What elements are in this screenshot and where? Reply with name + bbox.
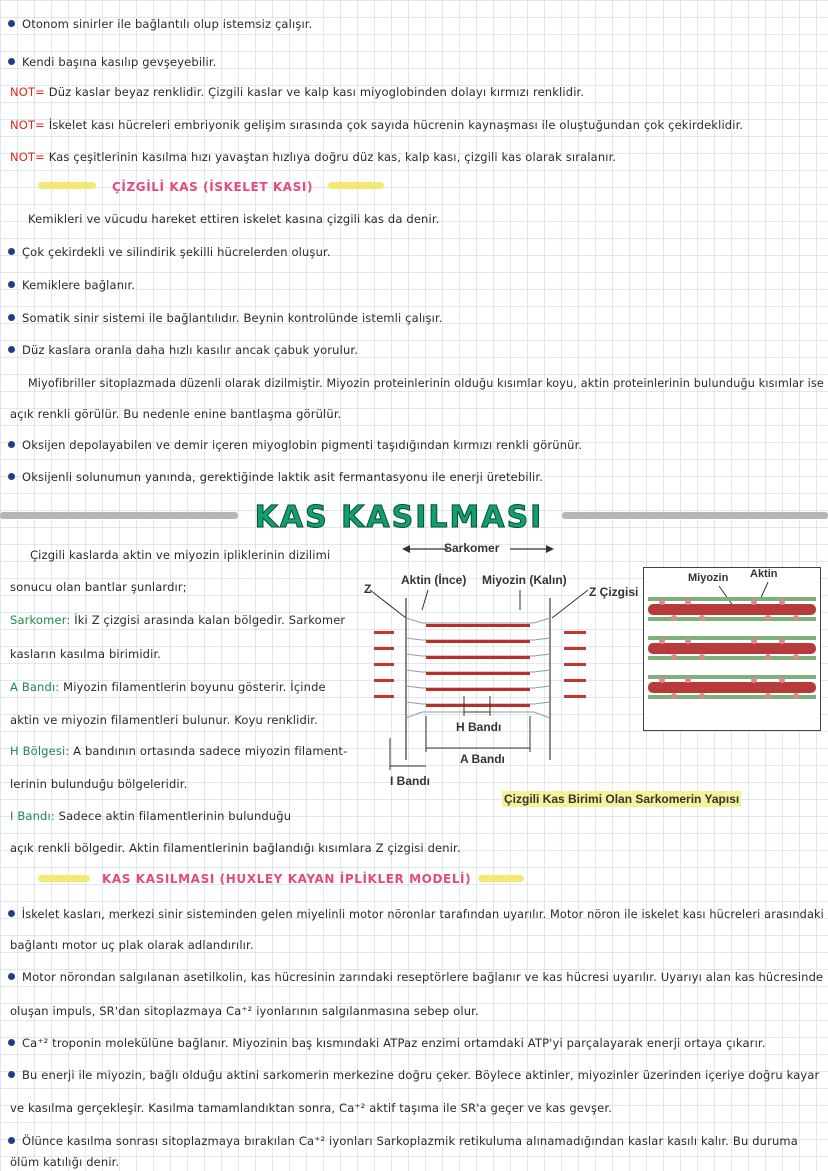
section1-paragraph-line1: Miyofibriller sitoplazmada düzenli olarak dizilmiştir. Miyozin proteinlerinin olduğu kısımlar koyu, aktin proteinlerinin bulunduğu kısımlar ise <box>28 376 824 390</box>
term-text: Miyozin filamentlerin boyunu gösterir. İçinde <box>59 680 326 694</box>
title-rule-right <box>562 512 828 519</box>
arrowhead-right-icon <box>546 545 554 553</box>
sarkomer-label: Sarkomer <box>444 541 500 555</box>
actin-filaments <box>406 618 550 718</box>
a-bandi-label: A Bandı <box>460 752 505 766</box>
intro-text-2: Kendi başına kasılıp gevşeyebilir. <box>22 55 217 69</box>
huxley-bullet-4-line2: ve kasılma gerçekleşir. Kasılma tamamlandıktan sonra, Ca⁺² aktif taşıma ile SR'a geçer ve kas gevşer. <box>10 1101 612 1115</box>
aktin-pointer <box>422 590 428 610</box>
highlight-swash-left <box>38 182 96 189</box>
bullet-text: İskelet kasları, merkezi sinir sisteminden gelen miyelinli motor nöronlar tarafından uyarılır. Motor nöron ile iskelet kası hücreleri arasındaki <box>21 907 824 921</box>
filament-inset-drawing <box>644 568 819 729</box>
note-3 <box>10 150 616 164</box>
bullet-text: Ölünce kasılma sonrası sitoplazmaya bırakılan Ca⁺² iyonları Sarkoplazmik retikuluma alınamadığından kaslar kasılı kalır. Bu duruma <box>22 1134 798 1148</box>
bullet-text: Oksijenli solunumun yanında, gerektiğinde laktik asit fermantasyonu ile enerji üretebilir. <box>22 470 544 484</box>
bullet-text: Ca⁺² troponin molekülüne bağlanır. Miyozinin baş kısmındaki ATPaz enzimi ortamdaki ATP'yi parçalayarak enerji ortaya çıkarır. <box>22 1036 766 1050</box>
adjacent-myosin-left <box>374 631 394 698</box>
section1-paragraph-line2: açık renkli görülür. Bu nedenle enine bantlaşma görülür. <box>10 407 342 421</box>
term-label: H Bölgesi: <box>10 744 70 758</box>
h-zone-definition <box>10 744 347 758</box>
huxley-bullet-3 <box>10 1036 766 1050</box>
sarkomer-definition <box>10 613 345 627</box>
a-band-definition <box>10 680 326 694</box>
bands-intro-line2: sonucu olan bantlar şunlardır; <box>10 580 187 594</box>
highlight-swash-right <box>328 182 384 189</box>
inset-aktin-label: Aktin <box>750 568 778 580</box>
term-text: Sadece aktin filamentlerinin bulunduğu <box>54 809 292 823</box>
z-cizgisi-label: Z Çizgisi <box>589 585 639 599</box>
term-label: I Bandı: <box>10 809 55 823</box>
bullet-text: Çok çekirdekli ve silindirik şekilli hücrelerden oluşur. <box>22 245 331 259</box>
bands-intro-line1: Çizgili kaslarda aktin ve miyozin ipliklerinin dizilimi <box>30 548 331 562</box>
i-bandi-label: I Bandı <box>390 774 431 788</box>
h-zone-definition-line2: lerinin bulunduğu bölgeleridir. <box>10 777 188 791</box>
huxley-bullet-5-line2: ölüm katılığı denir. <box>10 1155 120 1169</box>
h-bandi-label: H Bandı <box>456 720 502 734</box>
filament-inset <box>643 567 821 731</box>
intro-text-1: Otonom sinirler ile bağlantılı olup istemsiz çalışır. <box>22 17 313 31</box>
note-label: NOT= <box>10 150 45 164</box>
i-band-definition-line2: açık renkli bölgedir. Aktin filamentlerinin bağlandığı kısımlara Z çizgisi denir. <box>10 841 461 855</box>
note-label: NOT= <box>10 85 45 99</box>
huxley-bullet-2-line2: oluşan impuls, SR'dan sitoplazmaya Ca⁺² iyonlarının salgılanmasına sebep olur. <box>10 1004 479 1018</box>
bullet-text: Oksijen depolayabilen ve demir içeren miyoglobin pigmenti taşıdığından kırmızı renkli görünür. <box>22 438 583 452</box>
section1-bullet <box>10 245 331 259</box>
section1-bullet <box>10 343 358 357</box>
miyozin-kalin-label: Miyozin (Kalın) <box>482 573 567 587</box>
section1-bullet <box>10 438 582 452</box>
section1-bullet <box>10 470 543 484</box>
z-label: Z <box>364 582 372 596</box>
note-text: Kas çeşitlerinin kasılma hızı yavaştan hızlıya doğru düz kas, kalp kası, çizgili kas olarak sıralanır. <box>44 150 617 164</box>
section1-bullet <box>10 278 135 292</box>
note-text: İskelet kası hücreleri embriyonik gelişim sırasında çok sayıda hücrenin kaynaşması ile oluştuğundan çok çekirdeklidir. <box>44 118 744 132</box>
huxley-bullet-1 <box>10 907 824 921</box>
arrowhead-left-icon <box>402 545 410 553</box>
huxley-bullet-5 <box>10 1134 798 1148</box>
note-1 <box>10 85 584 99</box>
highlight-swash-right-2 <box>478 875 524 882</box>
section-heading-cizgili-kas: ÇİZGİLİ KAS (İSKELET KASI) <box>112 180 314 194</box>
huxley-bullet-1-line2: bağlantı motor uç plak olarak adlandırılır. <box>10 938 254 952</box>
highlight-swash-left-2 <box>38 875 90 882</box>
bullet-text: Bu enerji ile miyozin, bağlı olduğu aktini sarkomerin merkezine doğru çeker. Böylece aktinler, miyozinler üzerinden içeriye doğru kayar <box>22 1068 820 1082</box>
main-title: KAS KASILMASI <box>254 500 544 535</box>
myosin-filaments <box>426 624 530 707</box>
inset-filament-row-3 <box>648 675 816 699</box>
inset-filament-row-1 <box>648 597 816 621</box>
i-band-definition <box>10 809 291 823</box>
huxley-bullet-4 <box>10 1068 819 1082</box>
term-text: İki Z çizgisi arasında kalan bölgedir. Sarkomer <box>70 613 346 627</box>
bullet-text: Motor nörondan salgılanan asetilkolin, kas hücresinin zarındaki reseptörlere bağlanır ve kas hücresi uyarılır. Uyarıyı alan kas hücresinde <box>22 970 824 984</box>
title-rule-left <box>0 512 238 519</box>
adjacent-myosin-right <box>564 631 586 698</box>
diagram-caption: Çizgili Kas Birimi Olan Sarkomerin Yapısı <box>504 792 740 806</box>
intro-bullet-2 <box>10 55 217 69</box>
note-label: NOT= <box>10 118 45 132</box>
inset-filament-row-2 <box>648 636 816 660</box>
a-band-definition-line2: aktin ve miyozin filamentleri bulunur. Koyu renklidir. <box>10 713 318 727</box>
term-label: A Bandı: <box>10 680 60 694</box>
bullet-text: Somatik sinir sistemi ile bağlantılıdır. Beynin kontrolünde istemli çalışır. <box>22 311 443 325</box>
term-text: A bandının ortasında sadece miyozin filament- <box>69 744 348 758</box>
sarkomer-definition-line2: kasların kasılma birimidir. <box>10 647 162 661</box>
section-heading-huxley: KAS KASILMASI (HUXLEY KAYAN İPLİKLER MODELİ) <box>102 872 472 886</box>
section1-intro: Kemikleri ve vücudu hareket ettiren iskelet kasına çizgili kas da denir. <box>28 212 440 226</box>
note-text: Düz kaslar beyaz renklidir. Çizgili kaslar ve kalp kası miyoglobinden dolayı kırmızı renklidir. <box>44 85 585 99</box>
huxley-bullet-2 <box>10 970 823 984</box>
bullet-text: Düz kaslara oranla daha hızlı kasılır ancak çabuk yorulur. <box>22 343 359 357</box>
z-pointer <box>370 590 406 618</box>
bullet-text: Kemiklere bağlanır. <box>22 278 136 292</box>
term-label: Sarkomer: <box>10 613 71 627</box>
aktin-ince-label: Aktin (İnce) <box>401 573 467 587</box>
section1-bullet <box>10 311 443 325</box>
z-line-pointer <box>552 590 588 618</box>
intro-bullet-1 <box>10 17 312 31</box>
note-2 <box>10 118 743 132</box>
inset-miyozin-label: Miyozin <box>688 572 729 584</box>
